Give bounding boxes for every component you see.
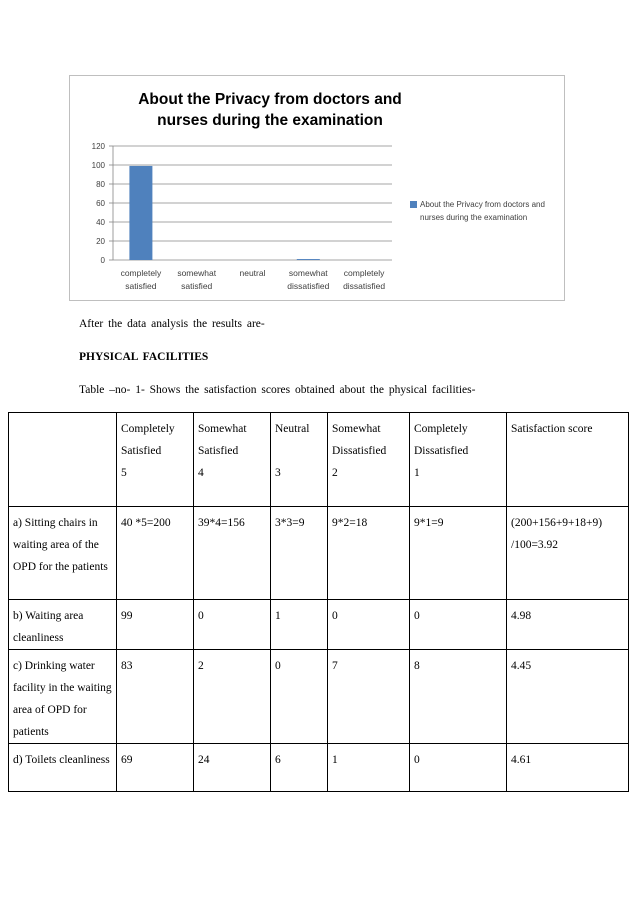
x-tick-label (278, 267, 338, 293)
header-cell (410, 413, 507, 507)
x-tick-label-line: somewhat (288, 268, 328, 278)
table-cell: 9*1=9 (410, 507, 507, 600)
x-tick-label (334, 267, 394, 293)
table-row (9, 507, 629, 600)
header-line: 2 (332, 467, 338, 479)
table-cell: 9*2=18 (328, 507, 410, 600)
header-cell (328, 413, 410, 507)
y-tick-label: 100 (91, 161, 105, 170)
table-cell: (200+156+9+18+9) /100=3.92 (507, 507, 629, 600)
bar (129, 166, 152, 260)
chart-title: About the Privacy from doctors and nurses during the examination (138, 91, 402, 129)
header-line: Completely (121, 423, 175, 435)
table-caption: Table –no- 1- Shows the satisfaction scores obtained about the physical facilities- (79, 384, 476, 396)
table-cell: 0 (328, 600, 410, 650)
table-cell: 8 (410, 650, 507, 744)
table-cell: 7 (328, 650, 410, 744)
y-tick-label: 0 (100, 256, 105, 265)
table-cell: 0 (410, 600, 507, 650)
header-cell (117, 413, 194, 507)
table-cell: 40 *5=200 (117, 507, 194, 600)
header-line: Satisfaction score (511, 423, 593, 435)
x-tick-label-line: satisfied (125, 281, 157, 291)
row-label: d) Toilets cleanliness (9, 744, 117, 792)
header-line: Dissatisfied (332, 445, 387, 457)
header-line: Somewhat (198, 423, 247, 435)
row-label: c) Drinking water facility in the waiting area of OPD for patients (9, 650, 117, 744)
x-tick-label-line: satisfied (181, 281, 213, 291)
table-cell: 0 (271, 650, 328, 744)
x-tick-label (111, 267, 171, 293)
x-tick-label-line: neutral (239, 268, 266, 278)
header-empty (9, 413, 117, 507)
table-cell: 1 (328, 744, 410, 792)
row-label: b) Waiting area cleanliness (9, 600, 117, 650)
y-tick-label: 20 (96, 237, 105, 246)
bar (297, 259, 320, 260)
header-line: 1 (414, 467, 420, 479)
legend-label: About the Privacy from doctors and nurses during the examination (420, 200, 545, 222)
table-cell: 6 (271, 744, 328, 792)
x-tick-label-line: dissatisfied (287, 281, 330, 291)
table-cell: 3*3=9 (271, 507, 328, 600)
x-tick-label-line: completely (120, 268, 162, 278)
y-tick-label: 120 (91, 142, 105, 151)
table-cell: 0 (194, 600, 271, 650)
table-row (9, 744, 629, 792)
table-cell: 39*4=156 (194, 507, 271, 600)
table-header-row (9, 413, 629, 507)
y-tick-label: 60 (96, 199, 105, 208)
header-cell (271, 413, 328, 507)
x-tick-label (167, 267, 227, 293)
header-line: Satisfied (121, 445, 162, 457)
header-line (275, 440, 323, 462)
header-line: Neutral (275, 423, 310, 435)
facilities-table (8, 412, 629, 792)
header-line: 3 (275, 467, 281, 479)
header-cell (194, 413, 271, 507)
table-cell: 0 (410, 744, 507, 792)
x-tick-label-line: dissatisfied (343, 281, 386, 291)
header-line: Completely (414, 423, 468, 435)
table-cell: 83 (117, 650, 194, 744)
table-cell: 69 (117, 744, 194, 792)
table-cell: 99 (117, 600, 194, 650)
legend-swatch (410, 201, 417, 208)
table-row (9, 650, 629, 744)
header-line: Somewhat (332, 423, 381, 435)
table-row (9, 600, 629, 650)
x-tick-label (223, 267, 283, 280)
intro-text: After the data analysis the results are- (79, 318, 265, 330)
table-cell: 4.45 (507, 650, 629, 744)
header-line: Satisfied (198, 445, 239, 457)
header-line: Dissatisfied (414, 445, 469, 457)
table-cell: 24 (194, 744, 271, 792)
privacy-chart (69, 75, 565, 301)
x-tick-label-line: somewhat (177, 268, 217, 278)
table-cell: 1 (271, 600, 328, 650)
y-tick-label: 40 (96, 218, 105, 227)
header-line: 4 (198, 467, 204, 479)
section-heading: PHYSICAL FACILITIES (79, 351, 209, 363)
table-cell: 4.98 (507, 600, 629, 650)
header-line: 5 (121, 467, 127, 479)
y-tick-label: 80 (96, 180, 105, 189)
table-cell: 2 (194, 650, 271, 744)
row-label: a) Sitting chairs in waiting area of the OPD for the patients (9, 507, 117, 600)
x-tick-label-line: completely (343, 268, 385, 278)
chart-legend (410, 198, 560, 224)
header-cell (507, 413, 629, 507)
table-cell: 4.61 (507, 744, 629, 792)
